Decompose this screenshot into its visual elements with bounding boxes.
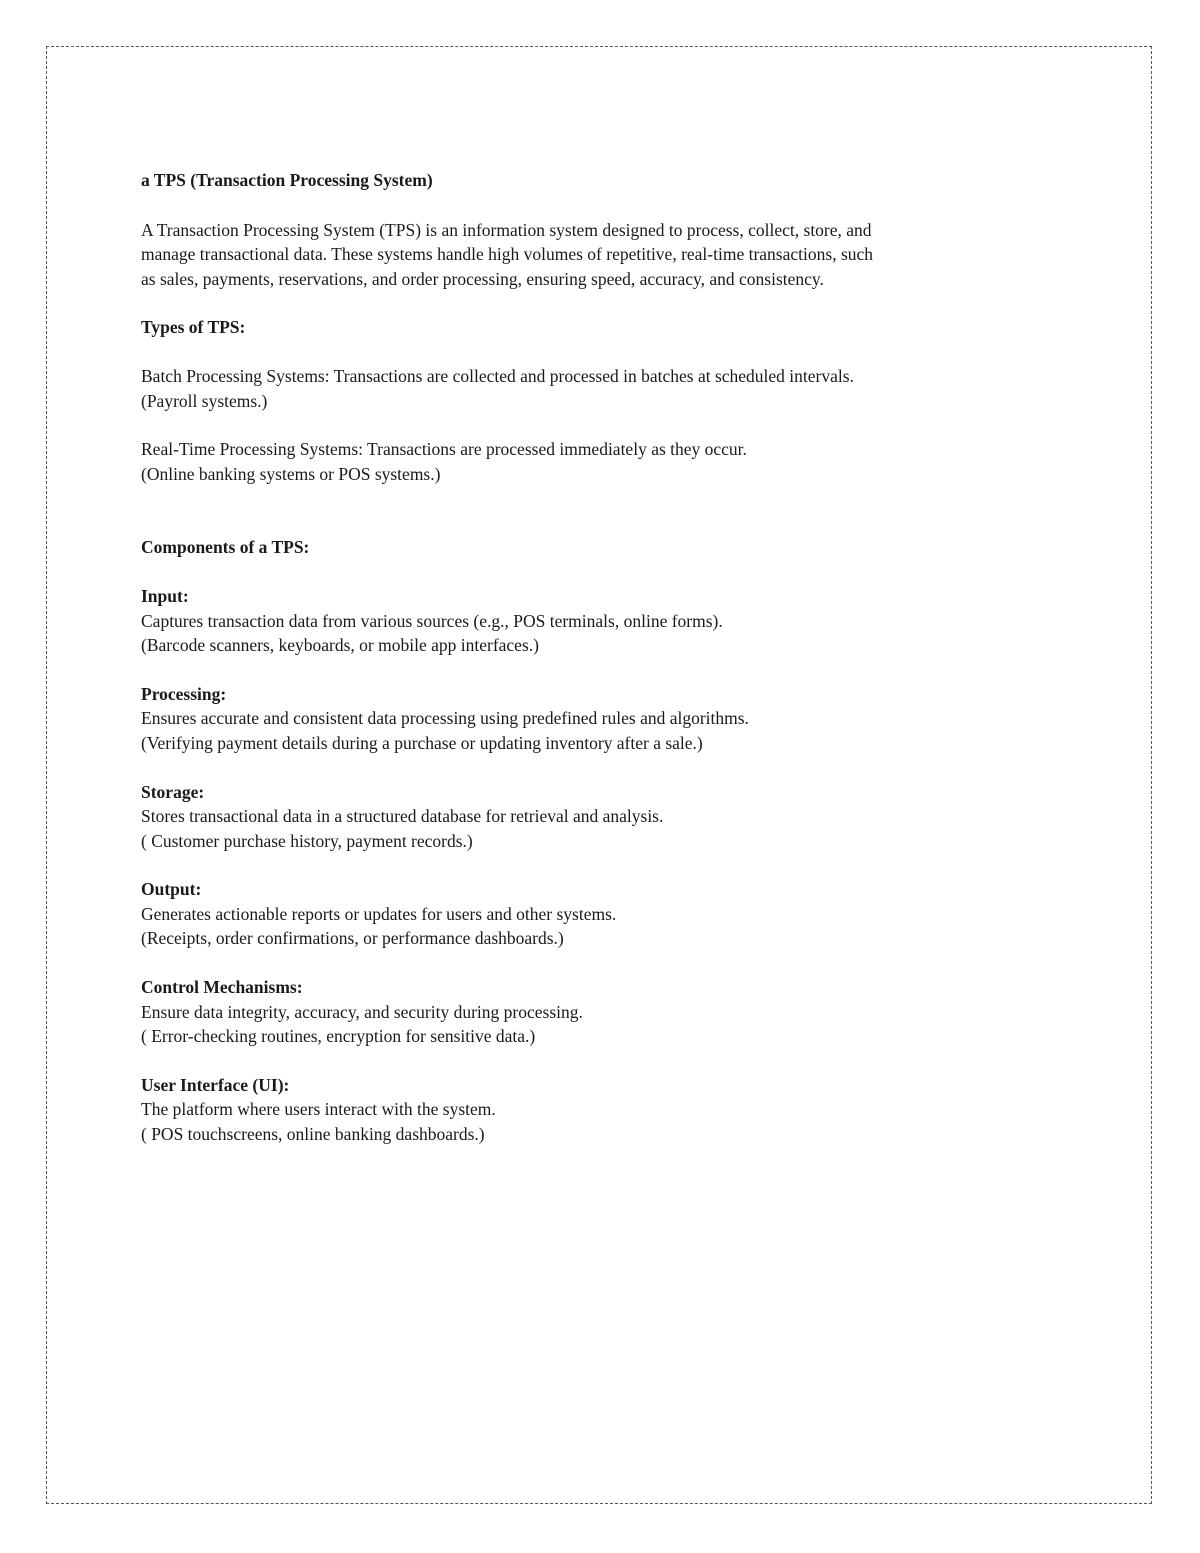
component-description: Ensure data integrity, accuracy, and security during processing. [141,1001,583,1022]
component-ui [141,1073,1061,1147]
intro-line: manage transactional data. These systems handle high volumes of repetitive, real-time transactions, such [141,244,874,265]
component-description: The platform where users interact with the system. [141,1099,496,1120]
component-example: (Barcode scanners, keyboards, or mobile app interfaces.) [141,635,539,656]
component-processing [141,682,1061,756]
component-example: ( POS touchscreens, online banking dashboards.) [141,1124,485,1145]
component-description: Stores transactional data in a structured database for retrieval and analysis. [141,806,664,827]
type-example: (Payroll systems.) [141,390,268,411]
component-output [141,877,1061,951]
component-input [141,584,1061,658]
type-description: Real-Time Processing Systems: Transactions are processed immediately as they occur. [141,439,747,460]
component-example: (Receipts, order confirmations, or performance dashboards.) [141,928,564,949]
component-description: Ensures accurate and consistent data processing using predefined rules and algorithms. [141,708,749,729]
component-example: ( Error-checking routines, encryption for sensitive data.) [141,1026,536,1047]
component-example: ( Customer purchase history, payment records.) [141,830,473,851]
type-batch [141,364,1061,413]
types-heading: Types of TPS: [141,317,246,338]
document-body [141,168,1061,1147]
component-description: Captures transaction data from various sources (e.g., POS terminals, online forms). [141,610,723,631]
component-storage [141,780,1061,854]
component-description: Generates actionable reports or updates for users and other systems. [141,903,617,924]
component-label: User Interface (UI): [141,1074,290,1095]
intro-line: as sales, payments, reservations, and order processing, ensuring speed, accuracy, and consistency. [141,268,824,289]
type-realtime [141,437,1061,486]
component-example: (Verifying payment details during a purchase or updating inventory after a sale.) [141,732,703,753]
intro-line: A Transaction Processing System (TPS) is an information system designed to process, collect, store, and [141,219,872,240]
component-label: Processing: [141,683,227,704]
type-description: Batch Processing Systems: Transactions are collected and processed in batches at scheduled intervals. [141,365,854,386]
component-control [141,975,1061,1049]
intro-paragraph [141,218,1061,292]
component-label: Input: [141,585,189,606]
document-title: a TPS (Transaction Processing System) [141,170,433,190]
component-label: Storage: [141,781,205,802]
type-example: (Online banking systems or POS systems.) [141,463,441,484]
component-label: Output: [141,879,202,900]
components-heading: Components of a TPS: [141,537,310,558]
component-label: Control Mechanisms: [141,977,303,998]
